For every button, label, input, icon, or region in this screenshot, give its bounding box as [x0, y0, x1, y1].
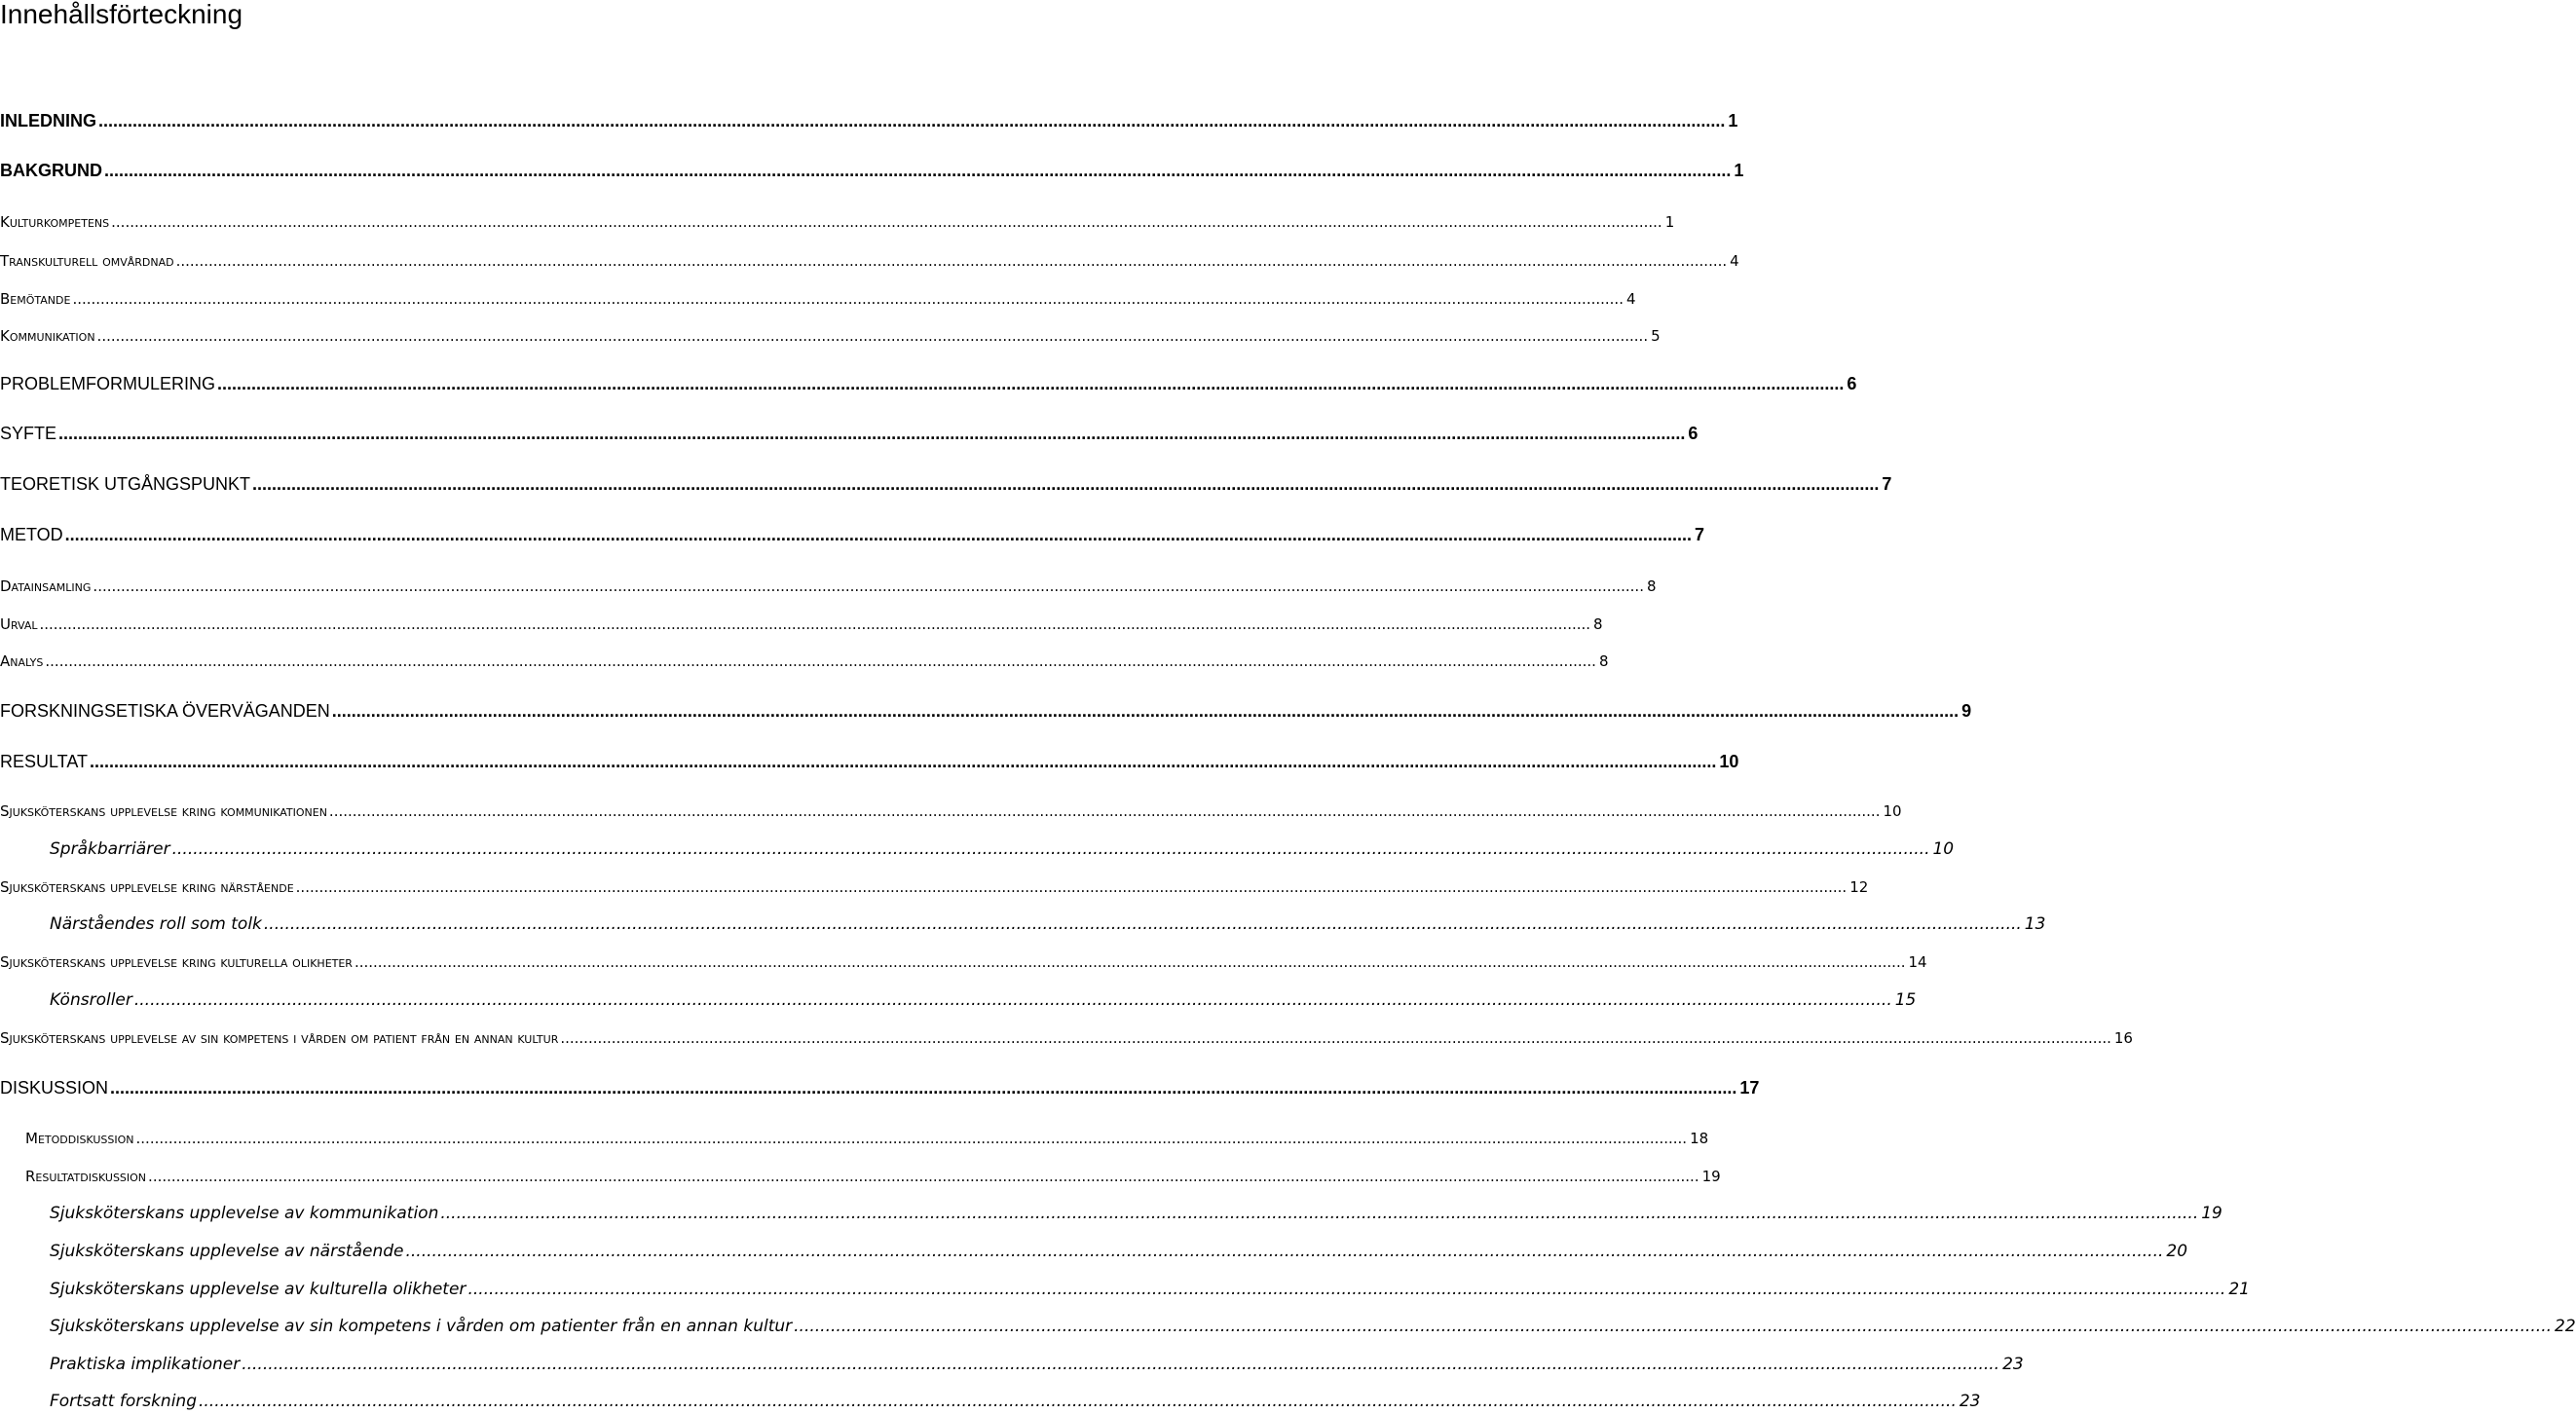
toc-entry-label: Urval [0, 615, 38, 633]
toc-entry-label: PROBLEMFORMULERING [0, 374, 216, 393]
toc-entry-page: 23 [2002, 1355, 2024, 1374]
toc-entry-upplevelse-av-kommunikation[interactable] [50, 1201, 2222, 1226]
toc-entry-praktiska-implikationer[interactable] [50, 1352, 2024, 1377]
toc-entry-label: Transkulturell omvårdnad [0, 252, 174, 270]
dot-leader: .............................................................................................................................................................................................................................................................................................................................................. [175, 252, 1728, 270]
toc-entry-kulturkompetens[interactable] [0, 209, 1675, 235]
toc-entry-page: 16 [2113, 1029, 2133, 1047]
toc-entry-bemotande[interactable] [0, 286, 1636, 312]
toc-entry-page: 1 [1664, 213, 1675, 231]
toc-entry-page: 19 [1701, 1168, 1721, 1185]
toc-entry-label: Närståendes roll som tolk [50, 914, 262, 934]
toc-heading: Innehållsförteckning [0, 0, 243, 29]
toc-entry-page: 4 [1730, 252, 1739, 270]
toc-entry-page: 15 [1894, 990, 1917, 1010]
toc-entry-label: Språkbarriärer [50, 839, 170, 859]
toc-entry-label: Fortsatt forskning [50, 1392, 197, 1411]
toc-entry-metoddiskussion[interactable] [25, 1126, 1709, 1151]
toc-entry-page: 8 [1598, 652, 1609, 670]
toc-entry-page: 7 [1695, 525, 1705, 544]
toc-entry-sprakbarriarer[interactable] [50, 837, 1955, 862]
toc-entry-upplevelse-narstaende[interactable] [0, 874, 1869, 900]
dot-leader: .............................................................................................................................................................................................................................................................................................................................................. [110, 1078, 1737, 1098]
dot-leader: .............................................................................................................................................................................................................................................................................................................................................. [331, 701, 1960, 721]
toc-entry-label: DISKUSSION [0, 1078, 109, 1098]
dot-leader: .............................................................................................................................................................................................................................................................................................................................................. [328, 802, 1881, 820]
toc-entry-label: Kulturkompetens [0, 213, 110, 231]
toc-entry-datainsamling[interactable] [0, 574, 1657, 599]
toc-entry-page: 8 [1593, 615, 1603, 633]
toc-entry-page: 20 [2166, 1242, 2188, 1261]
toc-entry-diskussion[interactable] [0, 1075, 1760, 1100]
toc-entry-page: 18 [1690, 1130, 1709, 1147]
dot-leader: .............................................................................................................................................................................................................................................................................................................................................. [45, 652, 1596, 670]
dot-leader: .............................................................................................................................................................................................................................................................................................................................................. [295, 878, 1848, 896]
toc-entry-page: 23 [1959, 1392, 1981, 1411]
toc-entry-page: 10 [1719, 752, 1739, 771]
toc-entry-label: Könsroller [50, 990, 132, 1010]
toc-entry-upplevelse-av-narstaende[interactable] [50, 1239, 2188, 1264]
toc-entry-label: BAKGRUND [0, 161, 102, 180]
toc-entry-page: 22 [2555, 1317, 2576, 1336]
toc-entry-label: Analys [0, 652, 44, 670]
dot-leader: .............................................................................................................................................................................................................................................................................................................................................. [93, 577, 1644, 595]
toc-entry-upplevelse-kulturella-olikheter[interactable] [0, 949, 1927, 975]
toc-entry-label: Sjuksköterskans upplevelse av kulturella olikheter [50, 1280, 467, 1299]
toc-entry-page: 19 [2201, 1204, 2222, 1223]
toc-entry-label: Sjuksköterskans upplevelse av sin kompetens i vården om patient från en annan kultur [0, 1029, 559, 1047]
toc-entry-label: Sjuksköterskans upplevelse av sin kompetens i vården om patienter från en annan kultur [50, 1317, 793, 1336]
dot-leader: .............................................................................................................................................................................................................................................................................................................................................. [560, 1029, 2111, 1047]
toc-entry-page: 13 [2024, 914, 2046, 934]
dot-leader: .............................................................................................................................................................................................................................................................................................................................................. [64, 525, 1692, 544]
toc-entry-problemformulering[interactable] [0, 371, 1857, 396]
toc-entry-kommunikation[interactable] [0, 323, 1661, 349]
toc-entry-label: Datainsamling [0, 577, 92, 595]
toc-entry-label: RESULTAT [0, 752, 89, 771]
toc-entry-metod[interactable] [0, 522, 1705, 547]
dot-leader: .............................................................................................................................................................................................................................................................................................................................................. [96, 327, 1649, 345]
toc-entry-narstaendes-roll[interactable] [50, 912, 2046, 937]
dot-leader: .............................................................................................................................................................................................................................................................................................................................................. [354, 953, 1906, 971]
toc-entry-page: 8 [1646, 577, 1657, 595]
toc-entry-label: Sjuksköterskans upplevelse kring närstående [0, 878, 294, 896]
toc-entry-label: SYFTE [0, 424, 57, 443]
toc-entry-analys[interactable] [0, 649, 1609, 674]
dot-leader: .............................................................................................................................................................................................................................................................................................................................................. [133, 990, 1892, 1010]
toc-entry-page: 4 [1625, 290, 1636, 308]
toc-entry-page: 10 [1932, 839, 1955, 859]
dot-leader: .............................................................................................................................................................................................................................................................................................................................................. [104, 161, 1732, 180]
toc-entry-label: Metoddiskussion [25, 1130, 134, 1147]
dot-leader: .............................................................................................................................................................................................................................................................................................................................................. [217, 374, 1845, 393]
toc-entry-forskningsetiska-overvaganden[interactable] [0, 698, 1972, 724]
toc-entry-page: 5 [1651, 327, 1661, 345]
toc-entry-upplevelse-av-kulturella-olikheter[interactable] [50, 1277, 2250, 1302]
toc-entry-page: 1 [1734, 161, 1744, 180]
dot-leader: .............................................................................................................................................................................................................................................................................................................................................. [39, 615, 1591, 633]
toc-entry-label: Sjuksköterskans upplevelse kring kommunikationen [0, 802, 327, 820]
dot-leader: .............................................................................................................................................................................................................................................................................................................................................. [198, 1392, 1957, 1411]
dot-leader: .............................................................................................................................................................................................................................................................................................................................................. [440, 1204, 2199, 1223]
dot-leader: .............................................................................................................................................................................................................................................................................................................................................. [405, 1242, 2164, 1261]
dot-leader: .............................................................................................................................................................................................................................................................................................................................................. [98, 111, 1726, 130]
toc-entry-page: 9 [1961, 701, 1972, 721]
toc-entry-urval[interactable] [0, 612, 1603, 637]
dot-leader: .............................................................................................................................................................................................................................................................................................................................................. [148, 1168, 1699, 1185]
dot-leader: .............................................................................................................................................................................................................................................................................................................................................. [90, 752, 1717, 771]
toc-entry-upplevelse-av-sin-kompetens[interactable] [50, 1314, 2576, 1339]
toc-entry-page: 12 [1849, 878, 1869, 896]
dot-leader: .............................................................................................................................................................................................................................................................................................................................................. [242, 1355, 2000, 1374]
toc-entry-page: 14 [1908, 953, 1927, 971]
toc-entry-inledning[interactable] [0, 108, 1738, 133]
toc-entry-page: 6 [1688, 424, 1699, 443]
toc-entry-resultat[interactable] [0, 749, 1739, 774]
toc-entry-label: INLEDNING [0, 111, 96, 130]
toc-entry-upplevelse-kompetens[interactable] [0, 1025, 2133, 1051]
toc-entry-label: Sjuksköterskans upplevelse av kommunikation [50, 1204, 439, 1223]
toc-entry-fortsatt-forskning[interactable] [50, 1389, 1981, 1414]
toc-entry-page: 6 [1847, 374, 1857, 393]
toc-entry-page: 21 [2228, 1280, 2250, 1299]
toc-entry-teoretisk-utgangspunkt[interactable] [0, 471, 1892, 497]
dot-leader: .............................................................................................................................................................................................................................................................................................................................................. [58, 424, 1686, 443]
toc-entry-label: Bemötande [0, 290, 71, 308]
toc-entry-page: 17 [1739, 1078, 1760, 1098]
toc-entry-label: TEORETISK UTGÅNGSPUNKT [0, 474, 251, 494]
dot-leader: .............................................................................................................................................................................................................................................................................................................................................. [794, 1317, 2553, 1336]
toc-entry-label: Praktiska implikationer [50, 1355, 241, 1374]
dot-leader: .............................................................................................................................................................................................................................................................................................................................................. [263, 914, 2022, 934]
toc-entry-page: 1 [1728, 111, 1738, 130]
toc-entry-page: 10 [1883, 802, 1902, 820]
toc-entry-label: Kommunikation [0, 327, 95, 345]
toc-entry-label: FORSKNINGSETISKA ÖVERVÄGANDEN [0, 701, 330, 721]
toc-entry-label: Sjuksköterskans upplevelse kring kulturella olikheter [0, 953, 353, 971]
toc-entry-bakgrund[interactable] [0, 158, 1744, 183]
dot-leader: .............................................................................................................................................................................................................................................................................................................................................. [135, 1130, 1688, 1147]
dot-leader: .............................................................................................................................................................................................................................................................................................................................................. [171, 839, 1930, 859]
dot-leader: .............................................................................................................................................................................................................................................................................................................................................. [111, 213, 1662, 231]
dot-leader: .............................................................................................................................................................................................................................................................................................................................................. [72, 290, 1624, 308]
toc-entry-resultatdiskussion[interactable] [25, 1164, 1721, 1189]
toc-entry-transkulturell-omvardnad[interactable] [0, 248, 1739, 274]
toc-entry-syfte[interactable] [0, 421, 1699, 446]
toc-entry-label: METOD [0, 525, 63, 544]
dot-leader: .............................................................................................................................................................................................................................................................................................................................................. [467, 1280, 2226, 1299]
toc-entry-konsroller[interactable] [50, 987, 1917, 1013]
dot-leader: .............................................................................................................................................................................................................................................................................................................................................. [252, 474, 1880, 494]
toc-entry-page: 7 [1882, 474, 1892, 494]
toc-entry-upplevelse-kommunikationen[interactable] [0, 799, 1902, 824]
toc-entry-label: Sjuksköterskans upplevelse av närstående [50, 1242, 404, 1261]
toc-entry-label: Resultatdiskussion [25, 1168, 147, 1185]
